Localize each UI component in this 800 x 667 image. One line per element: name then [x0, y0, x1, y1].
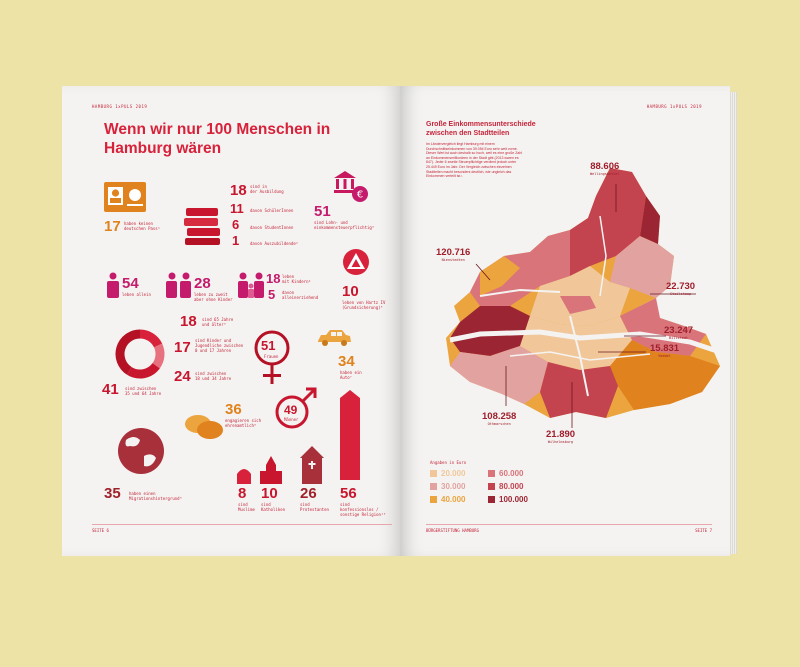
stat-studenten-text: davon StudentInnen [250, 225, 294, 230]
stat-mitte-value: 41 [102, 381, 119, 398]
stat-konfessionslos-value: 56 [340, 485, 357, 502]
stat-ehrenamt-text: engagieren sich ehrenamtlich⁸ [225, 418, 262, 428]
map-label-wilhelmsburg: 21.890 Wilhelmsburg [546, 429, 576, 444]
legend-item: 80.000 [488, 482, 523, 491]
open-booklet [62, 86, 737, 566]
church-icon [300, 446, 324, 484]
stat-jung-text: sind Kinder und Jugendliche zwischen 0 und 17 Jahren [195, 338, 244, 353]
stat-maenner-text: Männer [284, 417, 299, 422]
legend-item: 100.000 [488, 495, 528, 504]
stat-konfessionslos-text: sind konfessionslos / sonstige Religion¹⁰ [340, 502, 386, 517]
age-donut-segment [140, 334, 158, 345]
legend-swatch [488, 483, 495, 490]
stat-ausbildung-value: 18 [230, 182, 247, 199]
stat-azubis-text: davon Auszubildende² [250, 241, 299, 246]
stat-jung-value: 17 [174, 339, 191, 356]
stat-auto-text: haben ein Auto⁷ [340, 370, 362, 380]
age-donut-segment [156, 345, 160, 365]
page-number-right: SEITE 7 [695, 528, 712, 533]
legend-item: 30.000 [430, 482, 465, 491]
stat-mitte-text: sind zwischen 35 und 64 Jahre [125, 386, 162, 396]
helping-hands-icon [184, 412, 224, 442]
stat-schueler-text: davon SchülerInnen [250, 208, 294, 213]
legend-swatch [430, 470, 437, 477]
stat-migration-text: haben einen Migrationshintergrund⁹ [129, 491, 182, 501]
legend-swatch [430, 483, 437, 490]
stat-maenner-value: 49 [284, 403, 298, 417]
stat-zuzweit-text: leben zu zweit aber ohne Kinder [194, 292, 233, 302]
map-label-billstedt: 23.247 Billstedt [664, 325, 694, 340]
age-donut-segment [120, 334, 140, 371]
stat-protestanten-value: 26 [300, 485, 317, 502]
map-intro-text: Im Ländervergleich liegt Hamburg mit einem Durchschnittseinkommen von 39.054 Euro sehr weit vorne. Dieser Wert ist auch deshalb so hoch, weil es eine große Zahl an Einkommensmillionären in der Stadt gibt (2013 waren es 847). Jeder 6 zweite Steuerpflichtige verdient jedoch unter 25.449 Euro im Jahr. Der Vergleich zwischen einzelnen Stadtteilen macht besonders deutlich, wie ungleich das Einkommen verteilt ist.¹ [426, 142, 523, 179]
stat-mittel-value: 24 [174, 368, 191, 385]
bank-euro-icon [332, 168, 370, 204]
stat-kinder-text: leben mit Kindern⁴ [282, 274, 311, 284]
map-label-steilshoop: 22.730 Steilshoop [666, 281, 696, 296]
stat-muslime-value: 8 [238, 485, 247, 502]
couple-icon [166, 272, 192, 298]
konfessionslos-bar-icon [338, 390, 362, 480]
map-label-veddel: 15.831 Veddel [650, 343, 680, 358]
svg-text:€: € [356, 189, 364, 201]
legend-swatch [488, 496, 495, 503]
globe-icon [116, 426, 166, 476]
stat-katholiken-text: sind Katholiken [261, 502, 286, 512]
car-icon [316, 328, 352, 348]
stat-studenten-value: 6 [232, 217, 240, 232]
publisher-footer: BÜRGERSTIFTUNG HAMBURG [426, 528, 479, 533]
employment-agency-logo-icon [342, 248, 370, 276]
page-title: Wenn wir nur 100 Menschen in Hamburg wären [104, 121, 331, 157]
stat-alleinerziehend-text: davon alleinerziehend [282, 290, 319, 300]
left-page [62, 86, 400, 556]
stat-ehrenamt-value: 36 [225, 401, 242, 418]
stat-azubis-value: 1 [232, 233, 240, 248]
legend-title: Angaben in Euro [430, 460, 467, 465]
stat-alleinerziehend-value: 5 [268, 287, 276, 302]
stat-katholiken-value: 10 [261, 485, 278, 502]
legend-swatch [488, 470, 495, 477]
stat-hartz-text: leben von Hartz IV (Grundsicherung)⁵ [342, 300, 386, 310]
mosque-icon [234, 462, 254, 484]
stat-muslime-text: sind Muslime [238, 502, 255, 512]
family-icon [238, 272, 264, 298]
stat-ausbildung-text: sind in der Ausbildung [250, 184, 284, 194]
stat-hartz-value: 10 [342, 283, 359, 300]
footer-rule-left [92, 524, 392, 525]
stat-frauen-text: Frauen [264, 354, 279, 359]
map-label-wellingsbuettel: 88.606 Wellingsbüttel [590, 161, 620, 176]
person-single-icon [106, 272, 120, 298]
map-label-othmarschen: 108.258 Othmarschen [482, 411, 517, 426]
page-number-left: SEITE 6 [92, 528, 109, 533]
legend-item: 20.000 [430, 469, 465, 478]
stat-allein-value: 54 [122, 275, 139, 292]
stat-kinder-value: 18 [266, 271, 281, 286]
stat-lohn-value: 51 [314, 203, 331, 220]
cathedral-icon [260, 456, 282, 484]
books-icon [184, 206, 222, 246]
age-donut-chart [112, 326, 168, 382]
stat-frauen-value: 51 [261, 338, 276, 353]
stat-pass-text: haben keinen deutschen Pass¹ [124, 221, 161, 231]
legend-item: 40.000 [430, 495, 465, 504]
stat-alt-value: 18 [180, 313, 197, 330]
age-donut-segment [129, 366, 156, 374]
page-header-left: HAMBURG 1xPULS 2019 [92, 104, 148, 109]
stat-zuzweit-value: 28 [194, 275, 211, 292]
legend-item: 60.000 [488, 469, 523, 478]
stat-schueler-value: 11 [230, 201, 244, 216]
stat-lohn-text: sind Lohn- und einkommensteuerpflichtig³ [314, 220, 375, 230]
page-edges [730, 92, 737, 554]
stat-migration-value: 35 [104, 485, 121, 502]
stat-pass-value: 17 [104, 218, 121, 235]
right-page [400, 86, 730, 556]
page-header-right: HAMBURG 1xPULS 2019 [646, 104, 702, 109]
footer-rule-right [426, 524, 712, 525]
hamburg-income-map [420, 156, 720, 456]
legend-swatch [430, 496, 437, 503]
stat-mittel-text: sind zwischen 18 und 34 Jahre [195, 371, 232, 381]
map-label-nienstedten: 120.716 Nienstedten [436, 247, 471, 262]
id-card-icon [104, 182, 146, 212]
stat-auto-value: 34 [338, 353, 355, 370]
stat-protestanten-text: sind Protestanten [300, 502, 329, 512]
stat-allein-text: leben allein [122, 292, 151, 297]
map-title: Große Einkommensunterschiede zwischen den Stadtteilen [426, 121, 536, 137]
stat-alt-text: sind 65 Jahre und älter⁶ [202, 317, 234, 327]
